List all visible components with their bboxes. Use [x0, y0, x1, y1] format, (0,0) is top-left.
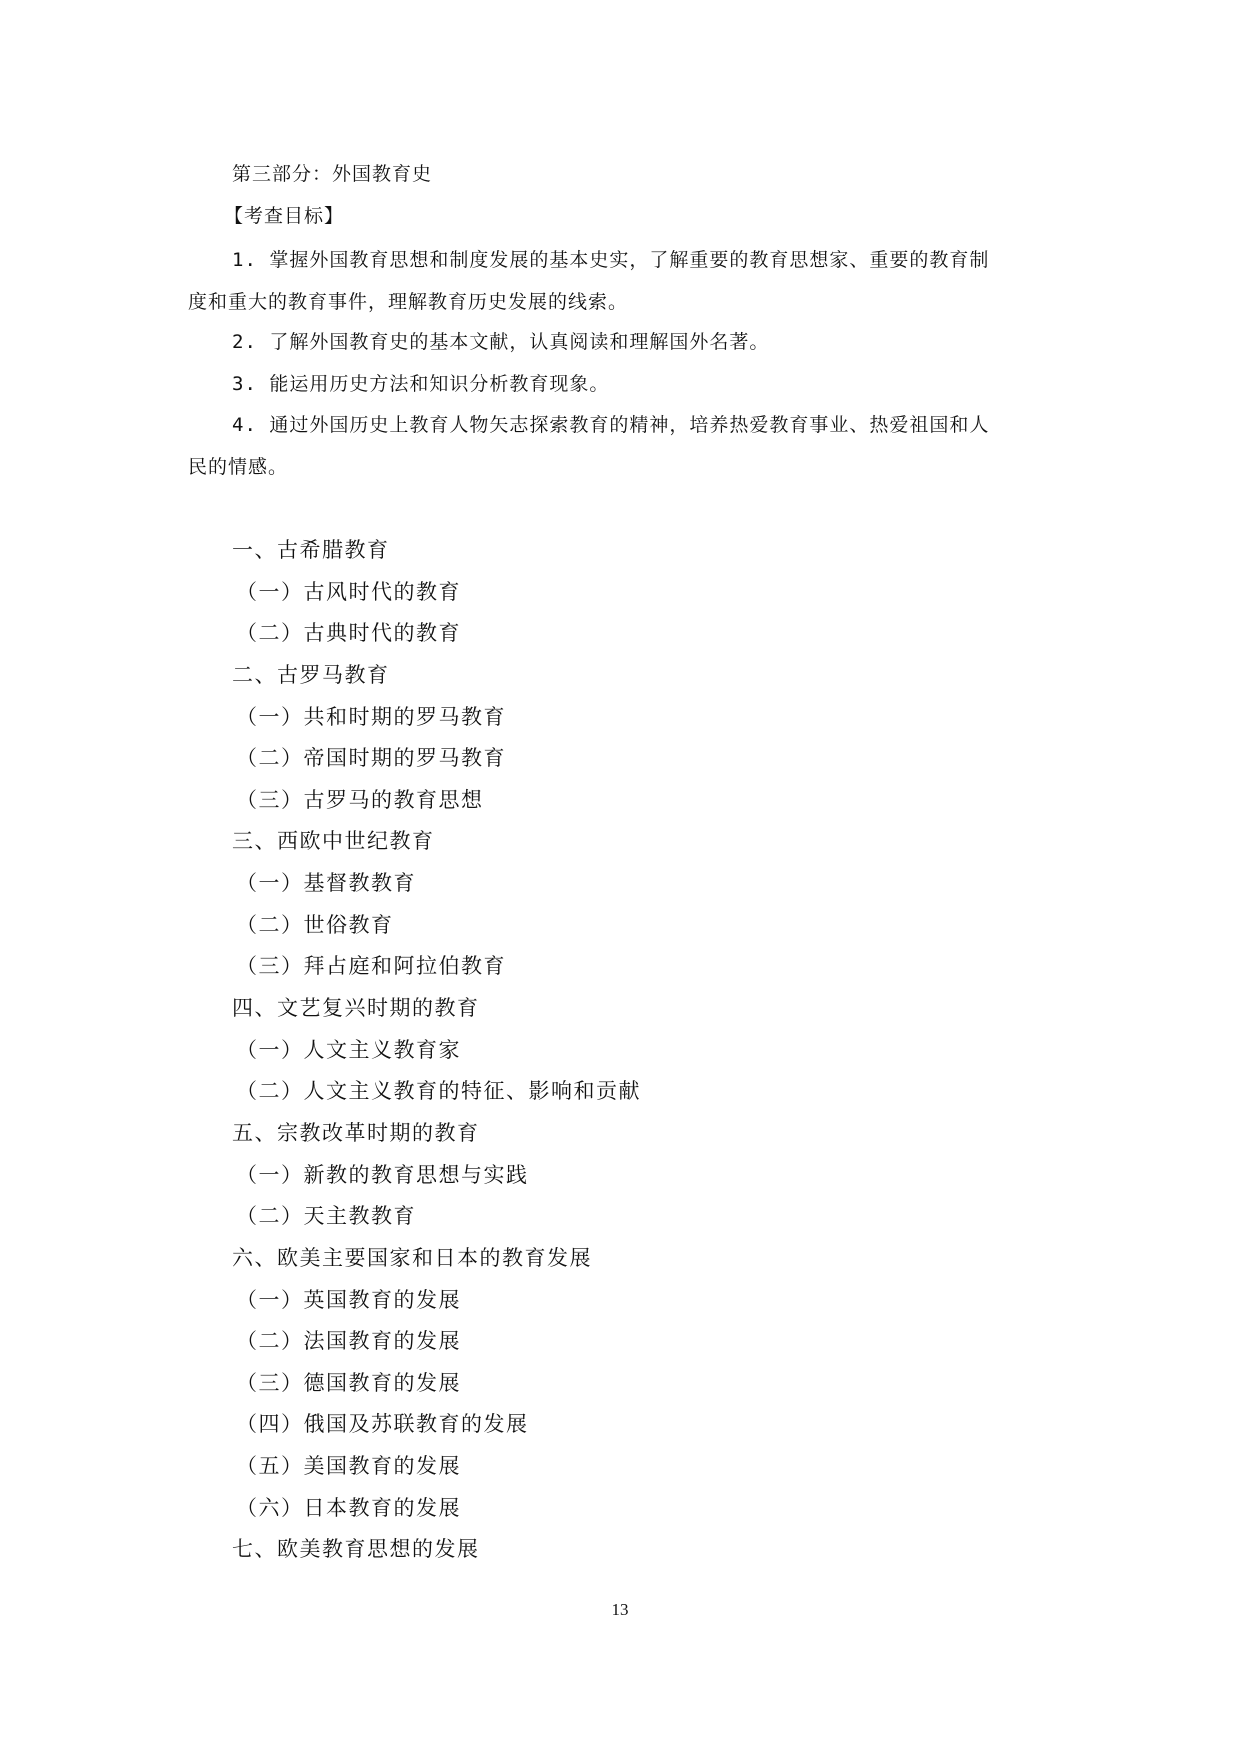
outline-subitem: （二）世俗教育	[236, 913, 394, 937]
outline-heading-5: 五、宗教改革时期的教育	[232, 1121, 480, 1145]
outline-subitem: （一）古风时代的教育	[236, 580, 461, 604]
outline-subitem: （一）共和时期的罗马教育	[236, 705, 506, 729]
outline-subitem: （五）美国教育的发展	[236, 1454, 461, 1478]
outline-subitem: （三）拜占庭和阿拉伯教育	[236, 954, 506, 978]
outline-heading-6: 六、欧美主要国家和日本的教育发展	[232, 1246, 592, 1270]
objective-1-line-2: 度和重大的教育事件，理解教育历史发展的线索。	[188, 291, 629, 313]
outline-subitem: （二）法国教育的发展	[236, 1329, 461, 1353]
outline-heading-2: 二、古罗马教育	[232, 663, 390, 687]
outline-subitem: （二）天主教教育	[236, 1204, 416, 1228]
objective-2: 2. 了解外国教育史的基本文献，认真阅读和理解国外名著。	[232, 331, 770, 353]
objective-1-line-1: 1. 掌握外国教育思想和制度发展的基本史实，了解重要的教育思想家、重要的教育制	[232, 249, 990, 271]
outline-subitem: （六）日本教育的发展	[236, 1496, 461, 1520]
outline-subitem: （一）英国教育的发展	[236, 1288, 461, 1312]
outline-heading-3: 三、西欧中世纪教育	[232, 829, 435, 853]
objective-3: 3. 能运用历史方法和知识分析教育现象。	[232, 373, 610, 395]
outline-subitem: （二）帝国时期的罗马教育	[236, 746, 506, 770]
outline-subitem: （二）古典时代的教育	[236, 621, 461, 645]
outline-subitem: （四）俄国及苏联教育的发展	[236, 1412, 529, 1436]
outline-heading-4: 四、文艺复兴时期的教育	[232, 996, 480, 1020]
objective-4-line-1: 4. 通过外国历史上教育人物矢志探索教育的精神，培养热爱教育事业、热爱祖国和人	[232, 414, 990, 436]
outline-subitem: （一）新教的教育思想与实践	[236, 1163, 529, 1187]
outline-subitem: （二）人文主义教育的特征、影响和贡献	[236, 1079, 641, 1103]
outline-subitem: （一）基督教教育	[236, 871, 416, 895]
outline-subitem: （三）古罗马的教育思想	[236, 788, 484, 812]
objectives-heading: 【考查目标】	[224, 205, 345, 227]
objective-4-line-2: 民的情感。	[188, 456, 289, 478]
outline-subitem: （一）人文主义教育家	[236, 1038, 461, 1062]
section-title: 第三部分：外国教育史	[232, 163, 433, 185]
outline-heading-7: 七、欧美教育思想的发展	[232, 1537, 480, 1561]
outline-heading-1: 一、古希腊教育	[232, 538, 390, 562]
page-number: 13	[611, 1600, 629, 1619]
outline-subitem: （三）德国教育的发展	[236, 1371, 461, 1395]
